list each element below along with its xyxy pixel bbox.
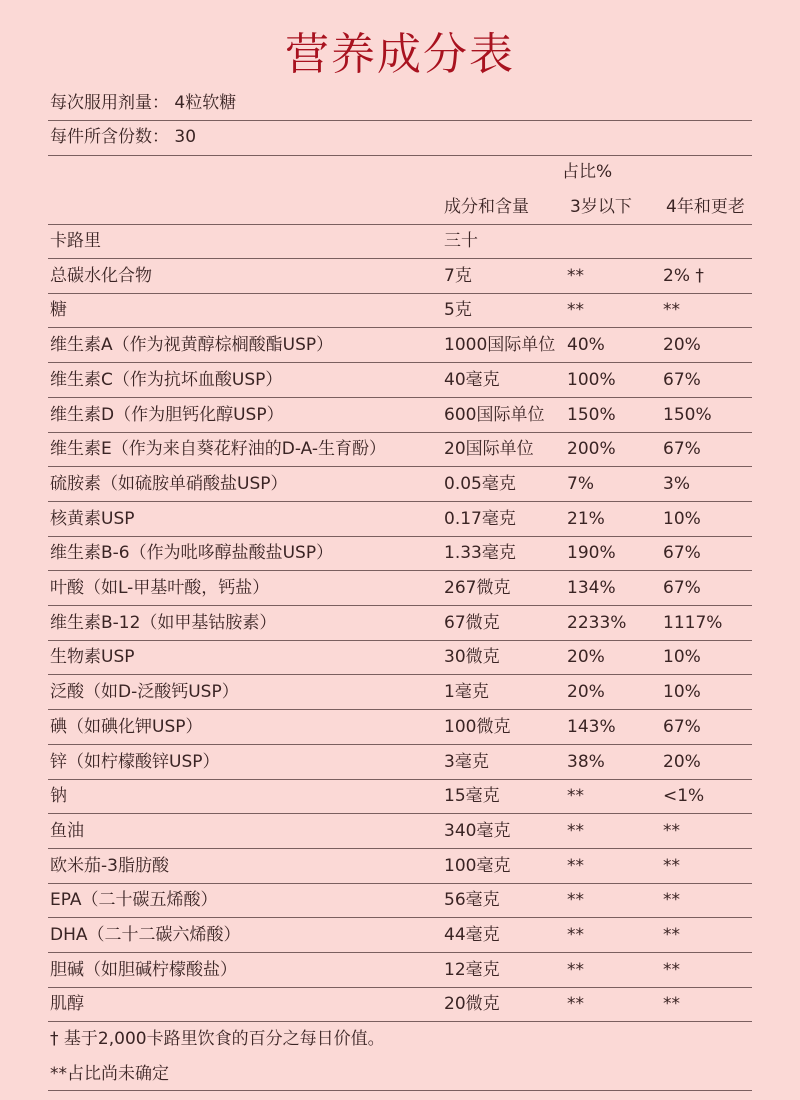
row-under3: ** <box>567 855 584 876</box>
row-amount: 56毫克 <box>444 890 500 911</box>
footnote-daily-value: † 基于2,000卡路里饮食的百分之每日价值。 <box>50 1029 385 1049</box>
row-name: 维生素B-12（如甲基钴胺素） <box>50 612 277 633</box>
row-4plus: ** <box>663 820 680 841</box>
row-amount: 600国际单位 <box>444 404 545 425</box>
row-name: 鱼油 <box>50 820 84 841</box>
row-under3: 40% <box>567 335 605 356</box>
footnote-not-established: **占比尚未确定 <box>50 1064 169 1084</box>
row-amount: 7克 <box>444 265 472 286</box>
row-amount: 0.05毫克 <box>444 473 516 494</box>
row-name: 总碳水化合物 <box>50 265 152 286</box>
row-divider <box>48 917 752 918</box>
row-amount: 3毫克 <box>444 751 489 772</box>
pct-label: 占比% <box>562 162 613 182</box>
divider <box>48 155 752 156</box>
row-4plus: 67% <box>663 578 701 598</box>
col-header-4plus: 4年和更老 <box>666 197 745 217</box>
row-4plus: ** <box>663 890 680 911</box>
row-under3: 20% <box>567 682 605 703</box>
row-divider <box>48 397 752 398</box>
row-name: 糖 <box>50 300 67 321</box>
row-4plus: ** <box>663 959 680 980</box>
row-4plus: 2% † <box>663 265 704 286</box>
row-amount: 100微克 <box>444 716 511 737</box>
row-4plus: ** <box>663 855 680 876</box>
row-amount: 0.17毫克 <box>444 508 516 529</box>
row-4plus: 20% <box>663 335 701 356</box>
row-divider <box>48 258 752 259</box>
row-amount: 1毫克 <box>444 682 489 703</box>
row-under3: ** <box>567 959 584 980</box>
row-divider <box>48 432 752 433</box>
row-name: 生物素USP <box>50 647 135 668</box>
row-name: 维生素B-6（作为吡哆醇盐酸盐USP） <box>50 543 334 564</box>
row-under3: 7% <box>567 473 594 494</box>
row-4plus: 150% <box>663 404 712 425</box>
row-4plus: 3% <box>663 473 690 494</box>
row-amount: 15毫克 <box>444 786 500 807</box>
row-under3: ** <box>567 300 584 321</box>
row-4plus: ** <box>663 925 680 945</box>
row-name: 维生素D（作为胆钙化醇USP） <box>50 404 284 425</box>
divider <box>48 224 752 225</box>
serving-size: 每次服用剂量： 4粒软糖 <box>50 93 237 113</box>
row-name: 核黄素USP <box>50 508 135 529</box>
row-divider <box>48 779 752 780</box>
row-name: EPA（二十碳五烯酸） <box>50 890 218 911</box>
row-name: 锌（如柠檬酸锌USP） <box>50 751 220 772</box>
row-under3: ** <box>567 994 584 1015</box>
row-amount: 三十 <box>444 231 478 251</box>
row-divider <box>48 327 752 328</box>
row-amount: 20微克 <box>444 994 500 1015</box>
row-divider <box>48 952 752 953</box>
row-divider <box>48 674 752 675</box>
row-amount: 5克 <box>444 300 472 321</box>
row-amount: 40毫克 <box>444 369 500 390</box>
row-divider <box>48 501 752 502</box>
col-header-amount: 成分和含量 <box>444 197 529 217</box>
row-under3: ** <box>567 820 584 841</box>
col-header-under3: 3岁以下 <box>570 197 632 217</box>
row-divider <box>48 744 752 745</box>
row-4plus: <1% <box>663 786 705 807</box>
row-amount: 1.33毫克 <box>444 543 516 564</box>
row-divider <box>48 813 752 814</box>
row-divider <box>48 883 752 884</box>
row-4plus: 1117% <box>663 612 723 633</box>
row-under3: ** <box>567 786 584 807</box>
row-divider <box>48 536 752 537</box>
row-name: 泛酸（如D-泛酸钙USP） <box>50 682 239 703</box>
row-amount: 340毫克 <box>444 820 511 841</box>
row-under3: 200% <box>567 439 616 460</box>
row-under3: 2233% <box>567 612 627 633</box>
row-under3: 20% <box>567 647 605 668</box>
row-name: 钠 <box>50 786 67 807</box>
row-name: 维生素C（作为抗坏血酸USP） <box>50 369 283 390</box>
row-4plus: 10% <box>663 682 701 703</box>
row-under3: 21% <box>567 508 605 529</box>
row-4plus: 67% <box>663 716 701 737</box>
row-4plus: 20% <box>663 751 701 772</box>
row-under3: 134% <box>567 578 616 598</box>
row-name: 胆碱（如胆碱柠檬酸盐） <box>50 959 237 980</box>
row-under3: 100% <box>567 369 616 390</box>
row-divider <box>48 640 752 641</box>
row-divider <box>48 848 752 849</box>
row-name: 硫胺素（如硫胺单硝酸盐USP） <box>50 473 288 494</box>
row-4plus: ** <box>663 994 680 1015</box>
row-amount: 12毫克 <box>444 959 500 980</box>
row-name: 维生素A（作为视黄醇棕榈酸酯USP） <box>50 335 334 356</box>
row-amount: 30微克 <box>444 647 500 668</box>
row-name: 卡路里 <box>50 231 101 251</box>
row-under3: ** <box>567 265 584 286</box>
row-divider <box>48 987 752 988</box>
divider <box>48 120 752 121</box>
row-under3: 143% <box>567 716 616 737</box>
row-under3: ** <box>567 925 584 945</box>
row-under3: 150% <box>567 404 616 425</box>
divider <box>48 1090 752 1091</box>
row-divider <box>48 1021 752 1022</box>
row-4plus: 67% <box>663 369 701 390</box>
row-name: 肌醇 <box>50 994 84 1015</box>
row-name: 叶酸（如L-甲基叶酸，钙盐） <box>50 578 270 598</box>
servings-per-container: 每件所含份数： 30 <box>50 127 197 147</box>
row-divider <box>48 709 752 710</box>
page-title: 营养成分表 <box>285 29 515 80</box>
row-amount: 67微克 <box>444 612 500 633</box>
row-name: 维生素E（作为来自葵花籽油的D-A-生育酚） <box>50 439 386 460</box>
row-divider <box>48 466 752 467</box>
row-amount: 100毫克 <box>444 855 511 876</box>
row-divider <box>48 362 752 363</box>
row-4plus: 10% <box>663 647 701 668</box>
row-4plus: 10% <box>663 508 701 529</box>
row-4plus: 67% <box>663 543 701 564</box>
row-divider <box>48 570 752 571</box>
row-amount: 44毫克 <box>444 925 500 945</box>
row-4plus: 67% <box>663 439 701 460</box>
row-4plus: ** <box>663 300 680 321</box>
row-under3: ** <box>567 890 584 911</box>
row-name: DHA（二十二碳六烯酸） <box>50 925 241 945</box>
row-amount: 1000国际单位 <box>444 335 556 356</box>
row-divider <box>48 605 752 606</box>
row-under3: 190% <box>567 543 616 564</box>
row-divider <box>48 293 752 294</box>
row-name: 欧米茄-3脂肪酸 <box>50 855 169 876</box>
row-name: 碘（如碘化钾USP） <box>50 716 203 737</box>
row-amount: 20国际单位 <box>444 439 534 460</box>
row-under3: 38% <box>567 751 605 772</box>
row-amount: 267微克 <box>444 578 511 598</box>
